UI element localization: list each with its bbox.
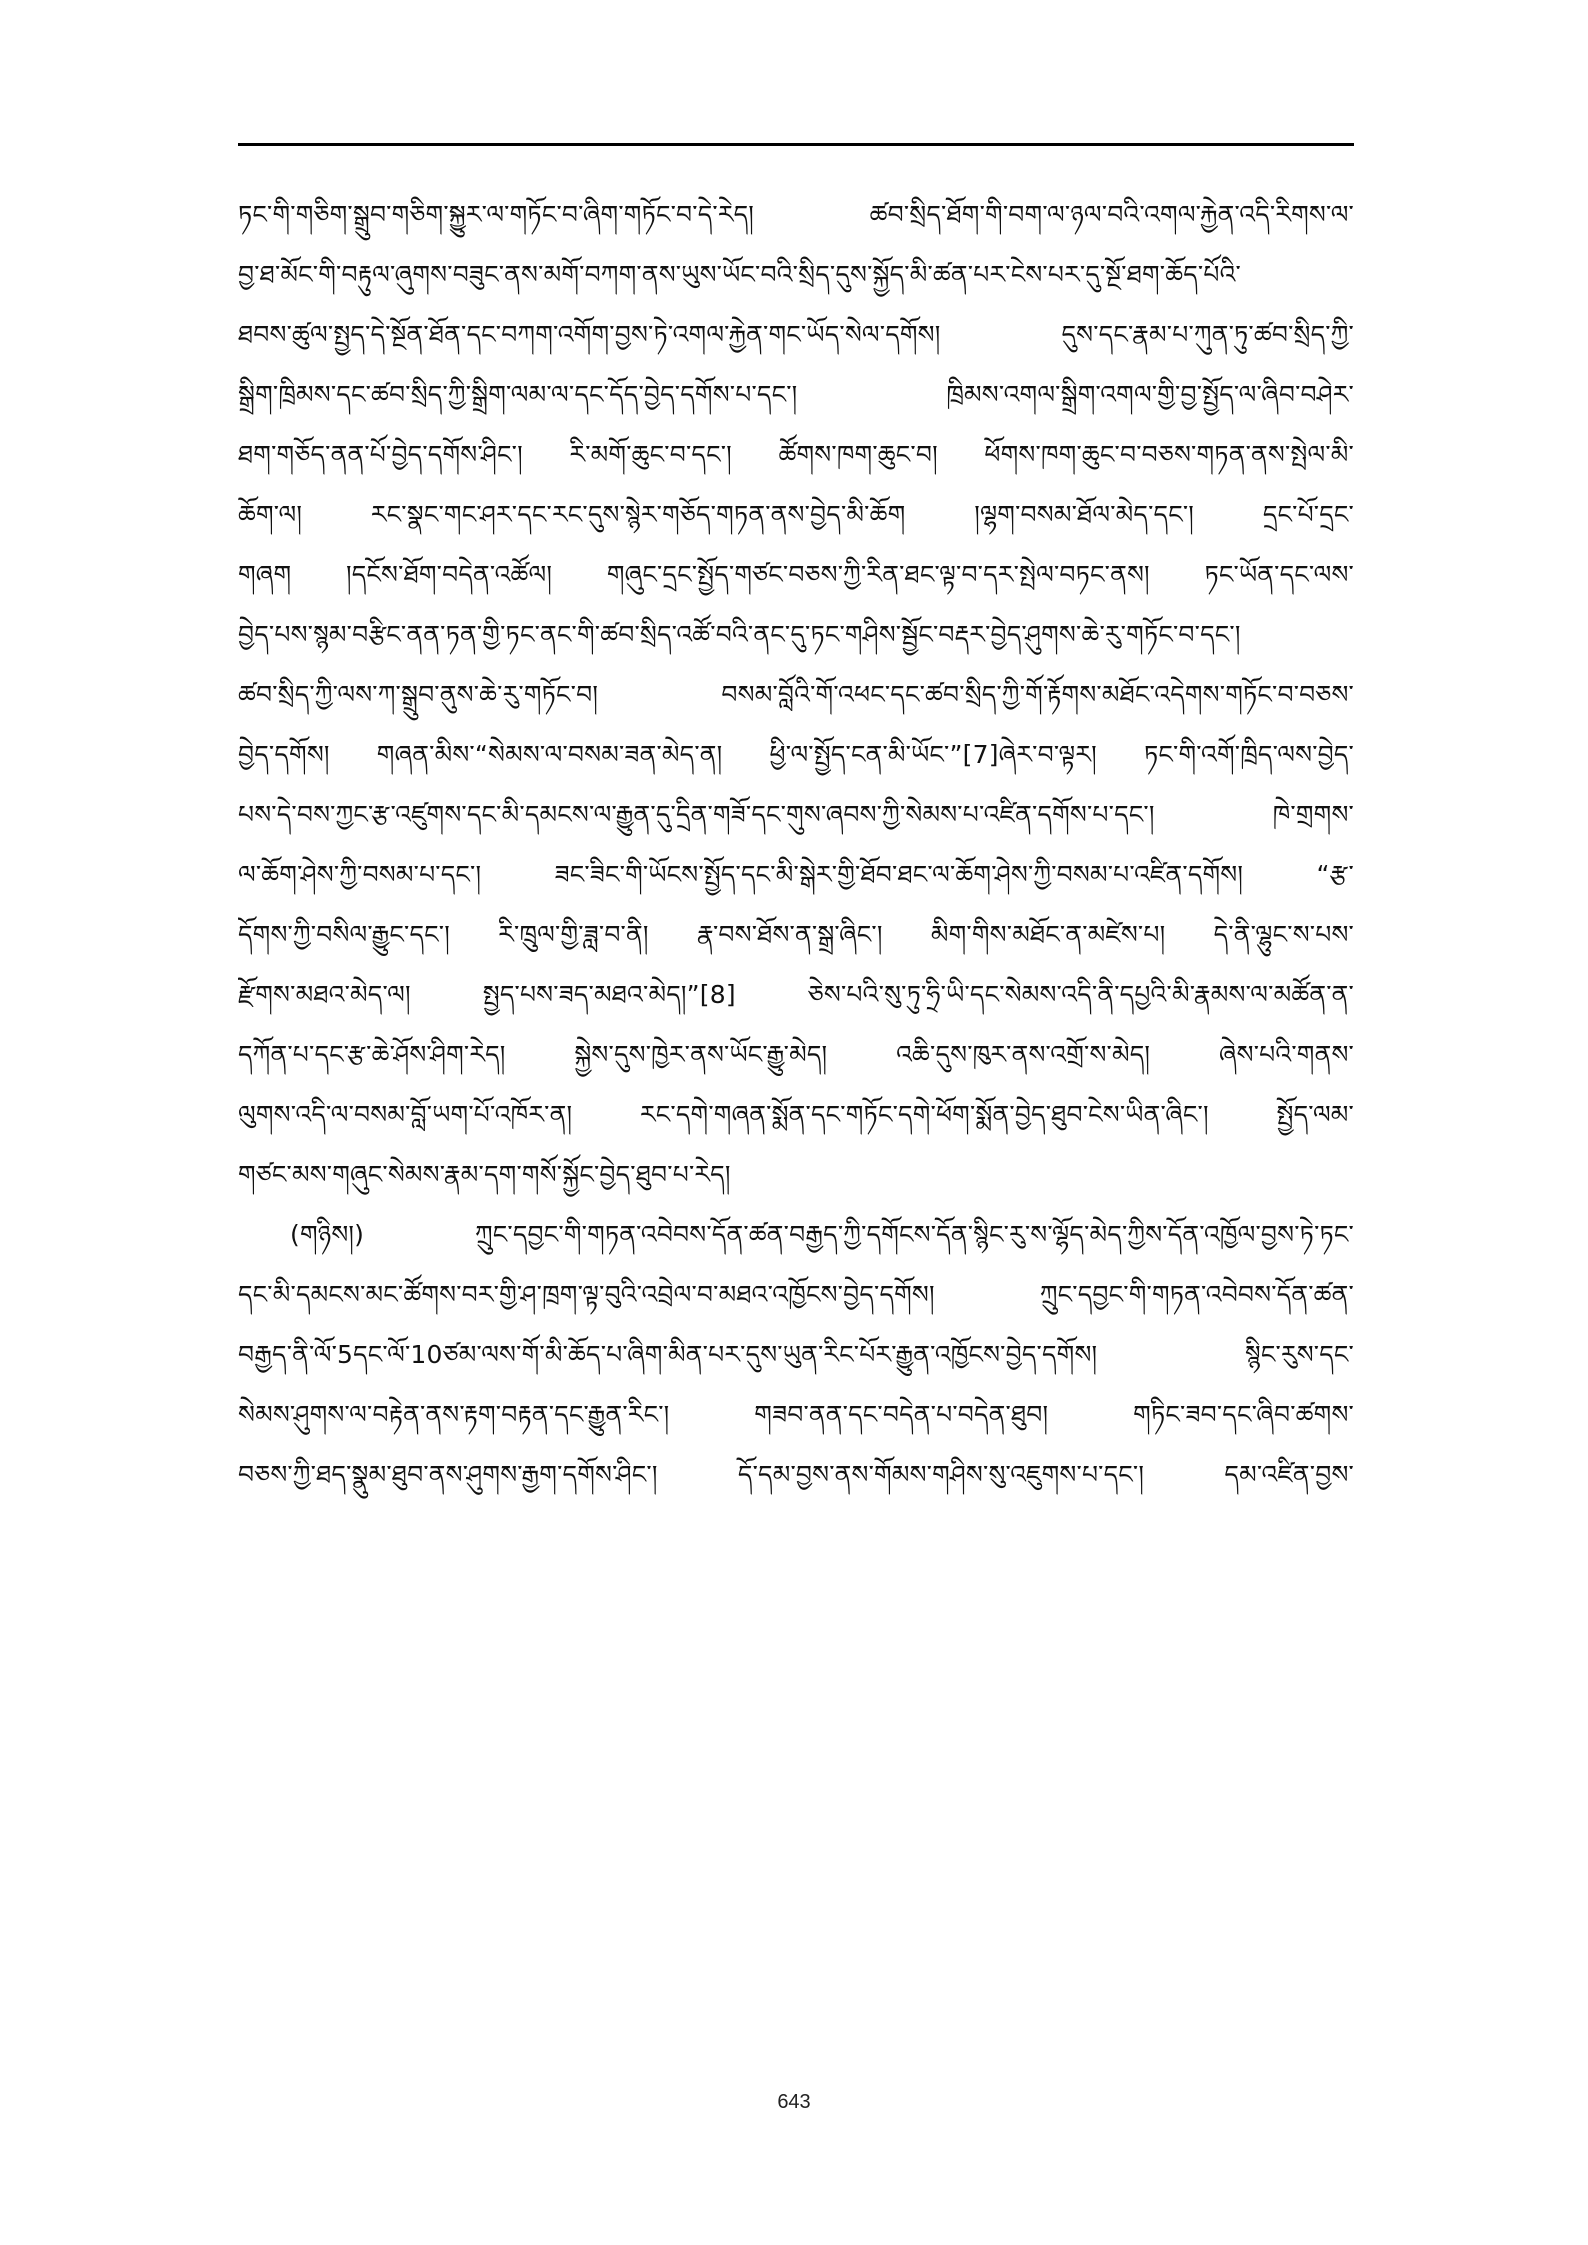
text-line: ཐག་གཅོད་ནན་པོ་བྱེད་དགོས་ཤིང་། རི་མགོ་ཆུང་བ་དང་། ཚོགས་ཁག་ཆུང་བ། ཕོགས་ཁག་ཆུང་བ་བཅས་གཏན་ནས་སྤེལ་མི་	[238, 440, 1354, 469]
header-rule	[238, 143, 1354, 146]
text-line: ལ་ཆོག་ཤེས་ཀྱི་བསམ་པ་དང་། ཟང་ཟིང་གི་ཡོངས་སྤྱོད་དང་མི་སྒེར་གྱི་ཐོབ་ཐང་ལ་ཆོག་ཤེས་ཀྱི་བསམ་པ་འཛིན་དགོས། “རྩ་	[238, 860, 1354, 889]
text-line: དང་མི་དམངས་མང་ཚོགས་བར་གྱི་ཤ་ཁྲག་ལྟ་བུའི་འབྲེལ་བ་མཐའ་འཁྱོངས་བྱེད་དགོས། ཀྲུང་དབྱང་གི་གཏན་འབེབས་དོན་ཚན་	[238, 1280, 1354, 1309]
text-line: ལུགས་འདི་ལ་བསམ་བློ་ཡག་པོ་འཁོར་ན། རང་དགེ་གཞན་སྨོན་དང་གཏོང་དགེ་ཕོག་སྨོན་བྱེད་ཐུབ་ངེས་ཡིན་ཞིང་། སྤྱོད་ལམ་	[238, 1100, 1354, 1129]
text-line: པས་དེ་བས་ཀྱང་རྩ་འཛུགས་དང་མི་དམངས་ལ་རྒྱུན་དུ་དྲིན་གཟོ་དང་གུས་ཞབས་ཀྱི་སེམས་པ་འཛིན་དགོས་པ་དང་། ཁེ་གྲགས་	[238, 800, 1354, 829]
text-line: རྫོགས་མཐའ་མེད་ལ། སྤྱད་པས་ཟད་མཐའ་མེད།”[8] ཅེས་པའི་སུ་ཏུ་ཧྲི་ཡི་དང་སེམས་འདི་ནི་དཔྱའི་མི་རྣམས་ལ་མཚོན་ན་	[238, 980, 1354, 1009]
paragraph-1	[238, 185, 1354, 1205]
text-line: དཀོན་པ་དང་རྩ་ཆེ་ཤོས་ཤིག་རེད། སྐྱེས་དུས་ཁྱེར་ནས་ཡོང་རྒྱུ་མེད། འཆི་དུས་ཁུར་ནས་འགྲོ་ས་མེད། ཞེས་པའི་གནས་	[238, 1040, 1354, 1069]
text-line: བྱེད་དགོས། གཞན་མིས་“སེམས་ལ་བསམ་ཟན་མེད་ན། ཕྱི་ལ་སྤྱོད་ངན་མི་ཡོང་”[7]ཞེར་བ་ལྟར། ཏང་གི་འགོ་ཁྲིད་ལས་བྱེད་	[238, 740, 1354, 769]
text-line: ཐབས་ཚུལ་སྤྱད་དེ་སྔོན་ཐོན་དང་བཀག་འགོག་བྱས་ཏེ་འགལ་རྐྱེན་གང་ཡོད་སེལ་དགོས། དུས་དང་རྣམ་པ་ཀུན་ཏུ་ཚབ་སྲིད་ཀྱི་	[238, 320, 1354, 349]
text-line: ཚབ་སྲིད་ཀྱི་ལས་ཀ་སྒྲུབ་ནུས་ཆེ་རུ་གཏོང་བ། བསམ་བློའི་གོ་འཕང་དང་ཚབ་སྲིད་ཀྱི་གོ་རྟོགས་མཐོང་འདེགས་གཏོང་བ་བཅས་	[238, 680, 1354, 709]
text-line: བྱེད་པས་སྙམ་བརྩིང་ནན་ཏན་གྱི་ཏང་ནང་གི་ཚབ་སྲིད་འཚོ་བའི་ནང་དུ་ཏང་གཤིས་སྦྱོང་བརྡར་བྱེད་ཤུགས་ཆེ་རུ་གཏོང་བ་དང་།	[238, 620, 1241, 649]
text-line: བརྒྱད་ནི་ལོ་5དང་ལོ་10ཙམ་ལས་གོ་མི་ཆོད་པ་ཞིག་མིན་པར་དུས་ཡུན་རིང་པོར་རྒྱུན་འཁྱོངས་བྱེད་དགོས། སྙིང་རུས་དང་	[238, 1340, 1354, 1369]
text-line: བྱ་ཐ་མོང་གི་བརྟུལ་ཞུགས་བཟུང་ནས་མགོ་བཀག་ནས་ཡུས་ཡོང་བའི་སྲིད་དུས་སྐྱོད་མི་ཚན་པར་ངེས་པར་དུ་སྔོ་ཐག་ཆོད་པོའི་	[238, 260, 1242, 289]
body-text	[238, 185, 1354, 1505]
text-line: སྒྲིག་ཁྲིམས་དང་ཚབ་སྲིད་ཀྱི་སྒྲིག་ལམ་ལ་དང་དོད་བྱེད་དགོས་པ་དང་། ཁྲིམས་འགལ་སྒྲིག་འགལ་གྱི་བྱ་སྤྱོད་ལ་ཞིབ་བཤེར་	[238, 380, 1354, 409]
text-line: ཏང་གི་གཅིག་སྒྲུབ་གཅིག་སྐྱུར་ལ་གཏོང་བ་ཞིག་གཏོང་བ་དེ་རེད། ཚབ་སྲིད་ཐོག་གི་བག་ལ་ཉལ་བའི་འགལ་རྐྱེན་འདི་རིགས་ལ་	[238, 200, 1354, 229]
text-line: གཙང་མས་གཞུང་སེམས་རྣམ་དག་གསོ་སྐྱོང་བྱེད་ཐུབ་པ་རེད།	[238, 1160, 731, 1189]
text-line: བཅས་ཀྱི་ཐད་སྣུམ་ཐུབ་ནས་ཤུགས་རྒྱག་དགོས་ཤིང་། དོ་དམ་བྱས་ནས་གོམས་གཤིས་སུ་འཇུགས་པ་དང་། དམ་འཛིན་བྱས་	[238, 1460, 1354, 1489]
text-line: ཆོག་ལ། རང་སྣང་གང་ཤར་དང་རང་དུས་སྙེར་གཅོད་གཏན་ནས་བྱེད་མི་ཆོག །ལྷག་བསམ་ཐོལ་མེད་དང་། དྲང་པོ་དྲང་	[238, 500, 1354, 529]
text-line: དོགས་ཀྱི་བསིལ་རྒྱུང་དང་། རི་ཁྲུལ་གྱི་ཟླ་བ་ནི། རྣ་བས་ཐོས་ན་སྒྲ་ཞིང་། མིག་གིས་མཐོང་ན་མཛེས་པ། དེ་ནི་ལྷུང་ས་པས་	[238, 920, 1354, 949]
text-line: གཞག །དངོས་ཐོག་བདེན་འཚོལ། གཞུང་དྲང་སྤྱོད་གཙང་བཅས་ཀྱི་རིན་ཐང་ལྟ་བ་དར་སྤེལ་བཏང་ནས། ཏང་ཡོན་དང་ལས་	[238, 560, 1354, 589]
text-line: (གཉིས།) ཀྲུང་དབྱང་གི་གཏན་འབེབས་དོན་ཚན་བརྒྱད་ཀྱི་དགོངས་དོན་སྙིང་རུ་ས་ལྷོད་མེད་ཀྱིས་དོན་འཁྱོལ་བྱས་ཏེ་ཏང་	[290, 1220, 1354, 1249]
text-line: སེམས་ཤུགས་ལ་བརྟེན་ནས་རྟག་བརྟན་དང་རྒྱུན་རིང་། གཟབ་ནན་དང་བདེན་པ་བདེན་ཐུབ། གཏིང་ཟབ་དང་ཞིབ་ཚགས་	[238, 1400, 1354, 1429]
page-number: 643	[777, 2091, 811, 2113]
paragraph-2	[238, 1205, 1354, 1505]
